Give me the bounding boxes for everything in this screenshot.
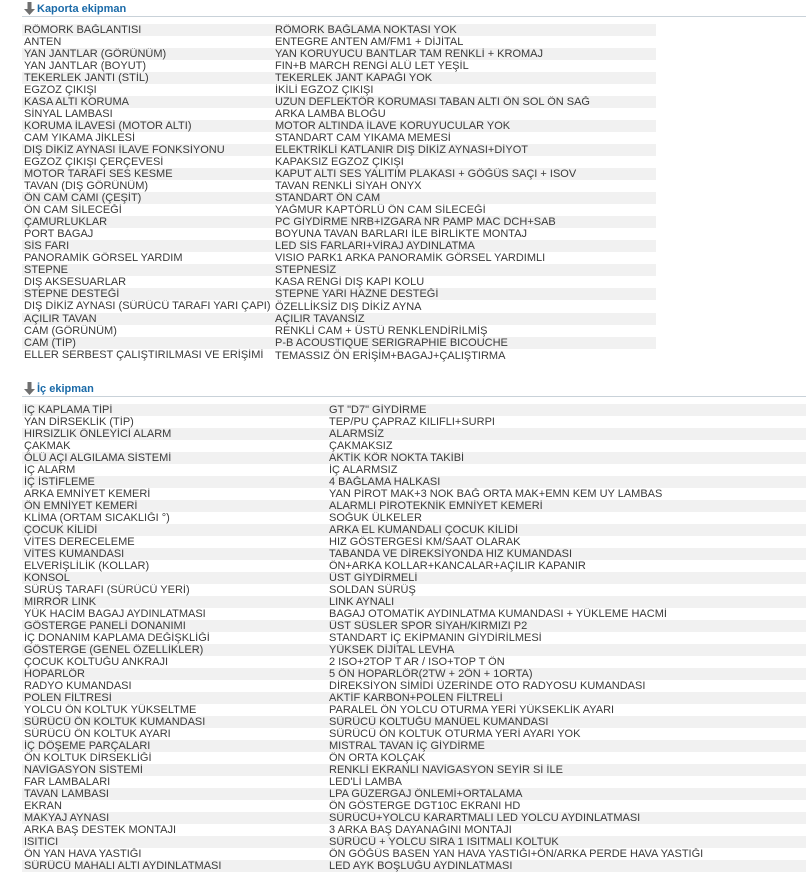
interior-spec-table (22, 404, 806, 872)
spec-value: TEKERLEK JANT KAPAĞI YOK (273, 72, 656, 84)
spec-value: DİREKSİYON SİMİDİ ÜZERİNDE OTO RADYOSU KUMANDASI (327, 680, 806, 692)
table-row (22, 96, 656, 108)
spec-value: YÜKSEK DİJİTAL LEVHA (327, 644, 806, 656)
spec-value: AKTİF KARBON+POLEN FİLTRELİ (327, 692, 806, 704)
spec-value: TAVAN RENKLİ SİYAH ONYX (273, 180, 656, 192)
spec-label: SÜRÜŞ TARAFI (SÜRÜCÜ YERİ) (22, 584, 327, 596)
spec-label: PANORAMİK GÖRSEL YARDIM (22, 252, 273, 264)
spec-label: SİS FARI (22, 240, 273, 252)
spec-value: GT "D7" GİYDİRME (327, 404, 806, 416)
spec-label: ÇOCUK KOLTUĞU ANKRAJI (22, 656, 327, 668)
spec-value: 5 ÖN HOPARLÖR(2TW + 2ÖN + 1ORTA) (327, 668, 806, 680)
table-row (22, 72, 656, 84)
spec-value: PC GİYDİRME NRB+IZGARA NR PAMP MAC DCH+SAB (273, 216, 656, 228)
spec-label: EKRAN (22, 800, 327, 812)
spec-value: YAĞMUR KAPTÖRLÜ ÖN CAM SİLECEĞİ (273, 204, 656, 216)
spec-value: RENKLİ EKRANLI NAVİGASYON SEYİR Sİ İLE (327, 764, 806, 776)
spec-value: SOĞUK ÜLKELER (327, 512, 806, 524)
spec-label: İÇ DONANIM KAPLAMA DEĞİŞKLİĞİ (22, 632, 327, 644)
spec-value: STEPNE YARI HAZNE DESTEĞİ (273, 288, 656, 300)
spec-value: ALARMSIZ (327, 428, 806, 440)
table-row (22, 192, 656, 204)
spec-value: UZUN DEFLEKTÖR KORUMASI TABAN ALTI ÖN SOL ÖN SAĞ (273, 96, 656, 108)
table-row (22, 752, 806, 764)
spec-label: YOLCU ÖN KOLTUK YÜKSELTME (22, 704, 327, 716)
spec-label: SÜRÜCÜ MAHALI ALTI AYDINLATMASI (22, 860, 327, 872)
table-row (22, 84, 656, 96)
table-row (22, 716, 806, 728)
spec-value: ALARMLI PİROTEKNİK EMNİYET KEMERİ (327, 500, 806, 512)
table-row (22, 464, 806, 476)
spec-value: LINK AYNALI (327, 596, 806, 608)
spec-label: YAN DİRSEKLİK (TİP) (22, 416, 327, 428)
spec-value: STANDART İÇ EKİPMANIN GİYDİRİLMESİ (327, 632, 806, 644)
spec-value: KASA RENGİ DIŞ KAPI KOLU (273, 276, 656, 288)
spec-value: ÜST SÜSLER SPOR SİYAH/KIRMIZI P2 (327, 620, 806, 632)
spec-label: KLİMA (ORTAM SICAKLIĞI °) (22, 512, 327, 524)
spec-value: İÇ ALARMSIZ (327, 464, 806, 476)
spec-value: TEMASSIZ ÖN ERİŞİM+BAGAJ+ÇALIŞTIRMA (273, 349, 656, 362)
table-row (22, 216, 656, 228)
table-row (22, 764, 806, 776)
table-row (22, 656, 806, 668)
spec-value: AÇILIR TAVANSIZ (273, 313, 656, 325)
table-row (22, 632, 806, 644)
spec-label: VİTES KUMANDASI (22, 548, 327, 560)
table-row (22, 156, 656, 168)
spec-label: ARKA BAŞ DESTEK MONTAJI (22, 824, 327, 836)
spec-label: DIŞ DİKİZ AYNASI (SÜRÜCÜ TARAFI YARI ÇAPI) (22, 300, 273, 313)
table-row (22, 476, 806, 488)
table-row (22, 788, 806, 800)
table-row (22, 120, 656, 132)
spec-label: ÇAMURLUKLAR (22, 216, 273, 228)
table-row (22, 524, 806, 536)
spec-label: PORT BAGAJ (22, 228, 273, 240)
spec-value: LED'Lİ LAMBA (327, 776, 806, 788)
exterior-spec-table (22, 24, 656, 362)
spec-value: PARALEL ÖN YOLCU OTURMA YERİ YÜKSEKLİK AYARI (327, 704, 806, 716)
spec-label: YÜK HACİM BAGAJ AYDINLATMASI (22, 608, 327, 620)
table-row (22, 500, 806, 512)
spec-label: SÜRÜCÜ ÖN KOLTUK KUMANDASI (22, 716, 327, 728)
table-row (22, 180, 656, 192)
spec-label: TEKERLEK JANTI (STİL) (22, 72, 273, 84)
spec-value: STANDART ÖN CAM (273, 192, 656, 204)
table-row (22, 313, 656, 325)
spec-label: HOPARLÖR (22, 668, 327, 680)
table-row (22, 452, 806, 464)
spec-label: MAKYAJ AYNASI (22, 812, 327, 824)
spec-label: FAR LAMBALARI (22, 776, 327, 788)
table-row (22, 48, 656, 60)
spec-label: CAM (TİP) (22, 337, 273, 349)
spec-label: ISITICI (22, 836, 327, 848)
spec-value: 4 BAĞLAMA HALKASI (327, 476, 806, 488)
table-row (22, 692, 806, 704)
spec-value: FIN+B MARCH RENGİ ALÜ LET YEŞİL (273, 60, 656, 72)
spec-label: EGZOZ ÇIKIŞI (22, 84, 273, 96)
table-row (22, 36, 656, 48)
spec-label: DIŞ AKSESUARLAR (22, 276, 273, 288)
exterior-section-title: Kaporta ekipman (37, 3, 127, 15)
spec-value: RENKLİ CAM + ÜSTÜ RENKLENDİRİLMİŞ (273, 325, 656, 337)
spec-value: SÜRÜCÜ + YOLCU SIRA 1 ISITMALI KOLTUK (327, 836, 806, 848)
spec-label: STEPNE (22, 264, 273, 276)
table-row (22, 325, 656, 337)
spec-label: VİTES DERECELEME (22, 536, 327, 548)
spec-label: TAVAN (DIŞ GÖRÜNÜM) (22, 180, 273, 192)
spec-value: BAGAJ OTOMATİK AYDINLATMA KUMANDASI + YÜKLEME HACMİ (327, 608, 806, 620)
spec-value: SOLDAN SÜRÜŞ (327, 584, 806, 596)
spec-label: ARKA EMNİYET KEMERİ (22, 488, 327, 500)
interior-section-title: İç ekipman (37, 383, 94, 395)
spec-value: ÖN GÖĞÜS BASEN YAN HAVA YASTIĞI+ÖN/ARKA PERDE HAVA YASTIĞI (327, 848, 806, 860)
spec-label: ELLER SERBEST ÇALIŞTIRILMASI VE ERİŞİMİ (22, 349, 273, 362)
spec-value: MOTOR ALTINDA İLAVE KORUYUCULAR YOK (273, 120, 656, 132)
spec-label: ÖN EMNİYET KEMERİ (22, 500, 327, 512)
table-row (22, 60, 656, 72)
spec-label: MOTOR TARAFI SES KESME (22, 168, 273, 180)
table-row (22, 728, 806, 740)
spec-label: SÜRÜCÜ ÖN KOLTUK AYARI (22, 728, 327, 740)
spec-value: TABANDA VE DİREKSİYONDA HIZ KUMANDASI (327, 548, 806, 560)
table-row (22, 608, 806, 620)
spec-label: YAN JANTLAR (BOYUT) (22, 60, 273, 72)
spec-label: HIRSIZLIK ÖNLEYİCİ ALARM (22, 428, 327, 440)
spec-value: SÜRÜCÜ+YOLCU KARARTMALI LED YOLCU AYDINLATMASI (327, 812, 806, 824)
spec-label: ÖLÜ AÇI ALGILAMA SİSTEMİ (22, 452, 327, 464)
exterior-section-header[interactable] (22, 2, 806, 17)
spec-value: ÜST GİYDİRMELİ (327, 572, 806, 584)
spec-label: SİNYAL LAMBASI (22, 108, 273, 120)
spec-value: SÜRÜCÜ KOLTUĞU MANÜEL KUMANDASI (327, 716, 806, 728)
spec-value: ÖN ORTA KOLÇAK (327, 752, 806, 764)
spec-label: ELVERİŞLİLİK (KOLLAR) (22, 560, 327, 572)
spec-value: LPA GÜZERGAJ ÖNLEMİ+ORTALAMA (327, 788, 806, 800)
spec-label: CAM YIKAMA JİKLESİ (22, 132, 273, 144)
spec-label: ÖN YAN HAVA YASTIĞI (22, 848, 327, 860)
spec-label: EGZOZ ÇIKIŞI ÇERÇEVESİ (22, 156, 273, 168)
table-row (22, 536, 806, 548)
spec-label: KASA ALTI KORUMA (22, 96, 273, 108)
table-row (22, 644, 806, 656)
spec-value: MISTRAL TAVAN İÇ GİYDİRME (327, 740, 806, 752)
spec-value: STEPNESİZ (273, 264, 656, 276)
spec-label: GÖSTERGE PANELİ DONANIMI (22, 620, 327, 632)
table-row (22, 512, 806, 524)
spec-value: SÜRÜCÜ ÖN KOLTUK OTURMA YERİ AYARI YOK (327, 728, 806, 740)
table-row (22, 300, 656, 313)
spec-value: HIZ GÖSTERGESİ KM/SAAT OLARAK (327, 536, 806, 548)
table-row (22, 560, 806, 572)
spec-value: YAN PİROT MAK+3 NOK BAĞ ORTA MAK+EMN KEM UY LAMBAS (327, 488, 806, 500)
spec-value: ÖN+ARKA KOLLAR+KANCALAR+AÇILIR KAPANIR (327, 560, 806, 572)
spec-label: İÇ İSTİFLEME (22, 476, 327, 488)
interior-section-header[interactable] (22, 382, 806, 397)
spec-value: ÖN GÖSTERGE DGT10C EKRANI HD (327, 800, 806, 812)
table-row (22, 349, 656, 362)
table-row (22, 288, 656, 300)
spec-label: İÇ DÖŞEME PARÇALARI (22, 740, 327, 752)
table-row (22, 824, 806, 836)
spec-value: YAN KORUYUCU BANTLAR TAM RENKLİ + KROMAJ (273, 48, 656, 60)
table-row (22, 440, 806, 452)
spec-label: ÇOCUK KİLİDİ (22, 524, 327, 536)
table-row (22, 488, 806, 500)
table-row (22, 416, 806, 428)
table-row (22, 860, 806, 872)
table-row (22, 168, 656, 180)
spec-label: STEPNE DESTEĞİ (22, 288, 273, 300)
spec-label: CAM (GÖRÜNÜM) (22, 325, 273, 337)
table-row (22, 620, 806, 632)
spec-label: MIRROR LINK (22, 596, 327, 608)
table-row (22, 404, 806, 416)
spec-label: İÇ KAPLAMA TİPİ (22, 404, 327, 416)
table-row (22, 836, 806, 848)
spec-label: KORUMA İLAVESİ (MOTOR ALTI) (22, 120, 273, 132)
table-row (22, 240, 656, 252)
spec-value: BOYUNA TAVAN BARLARI İLE BİRLİKTE MONTAJ (273, 228, 656, 240)
spec-value: ARKA EL KUMANDALI ÇOCUK KİLİDİ (327, 524, 806, 536)
table-row (22, 264, 656, 276)
table-row (22, 24, 656, 36)
spec-value: LED SİS FARLARI+VİRAJ AYDINLATMA (273, 240, 656, 252)
spec-label: RADYO KUMANDASI (22, 680, 327, 692)
spec-value: KAPUT ALTI SES YALITIM PLAKASI + GÖĞÜS SAÇI + ISOV (273, 168, 656, 180)
spec-value: RÖMORK BAĞLAMA NOKTASI YOK (273, 24, 656, 36)
table-row (22, 204, 656, 216)
down-arrow-icon (24, 2, 35, 16)
table-row (22, 548, 806, 560)
spec-label: TAVAN LAMBASI (22, 788, 327, 800)
spec-value: VISIO PARK1 ARKA PANORAMİK GÖRSEL YARDIMLI (273, 252, 656, 264)
table-row (22, 276, 656, 288)
spec-label: KONSOL (22, 572, 327, 584)
table-row (22, 584, 806, 596)
table-row (22, 704, 806, 716)
spec-value: P-B ACOUSTIQUE SERIGRAPHIE BICOUCHE (273, 337, 656, 349)
spec-label: ÖN CAM SİLECEĞİ (22, 204, 273, 216)
spec-label: İÇ ALARM (22, 464, 327, 476)
table-row (22, 252, 656, 264)
table-row (22, 680, 806, 692)
spec-label: RÖMORK BAĞLANTISI (22, 24, 273, 36)
table-row (22, 144, 656, 156)
table-row (22, 812, 806, 824)
spec-value: İKİLİ EGZOZ ÇIKIŞI (273, 84, 656, 96)
table-row (22, 337, 656, 349)
spec-label: POLEN FİLTRESİ (22, 692, 327, 704)
spec-value: ÇAKMAKSIZ (327, 440, 806, 452)
spec-label: GÖSTERGE (GENEL ÖZELLİKLER) (22, 644, 327, 656)
spec-value: 3 ARKA BAŞ DAYANAĞINI MONTAJI (327, 824, 806, 836)
spec-label: NAVİGASYON SİSTEMİ (22, 764, 327, 776)
table-row (22, 132, 656, 144)
spec-label: ÖN KOLTUK DİRSEKLİĞİ (22, 752, 327, 764)
spec-label: ÖN CAM CAMI (ÇEŞİT) (22, 192, 273, 204)
table-row (22, 572, 806, 584)
spec-label: YAN JANTLAR (GÖRÜNÜM) (22, 48, 273, 60)
spec-value: AKTİK KÖR NOKTA TAKİBİ (327, 452, 806, 464)
spec-label: AÇILIR TAVAN (22, 313, 273, 325)
table-row (22, 668, 806, 680)
table-row (22, 108, 656, 120)
spec-value: ENTEGRE ANTEN AM/FM1 + DİJİTAL (273, 36, 656, 48)
spec-value: KAPAKSIZ EGZOZ ÇIKIŞI (273, 156, 656, 168)
table-row (22, 428, 806, 440)
spec-value: LED AYK BOŞLUĞU AYDINLATMASI (327, 860, 806, 872)
table-row (22, 596, 806, 608)
spec-value: ÖZELLİKSİZ DIŞ DİKİZ AYNA (273, 300, 656, 313)
spec-value: 2 ISO+2TOP T AR / ISO+TOP T ÖN (327, 656, 806, 668)
down-arrow-icon (24, 382, 35, 396)
spec-value: ARKA LAMBA BLOĞU (273, 108, 656, 120)
spec-label: ÇAKMAK (22, 440, 327, 452)
table-row (22, 800, 806, 812)
table-row (22, 740, 806, 752)
spec-label: ANTEN (22, 36, 273, 48)
spec-value: TEP/PU ÇAPRAZ KILIFLI+SURPI (327, 416, 806, 428)
table-row (22, 228, 656, 240)
table-row (22, 848, 806, 860)
spec-value: ELEKTRİKLİ KATLANIR DIŞ DİKİZ AYNASI+DİYOT (273, 144, 656, 156)
table-row (22, 776, 806, 788)
spec-value: STANDART CAM YIKAMA MEMESİ (273, 132, 656, 144)
spec-label: DIŞ DİKİZ AYNASI İLAVE FONKSİYONU (22, 144, 273, 156)
